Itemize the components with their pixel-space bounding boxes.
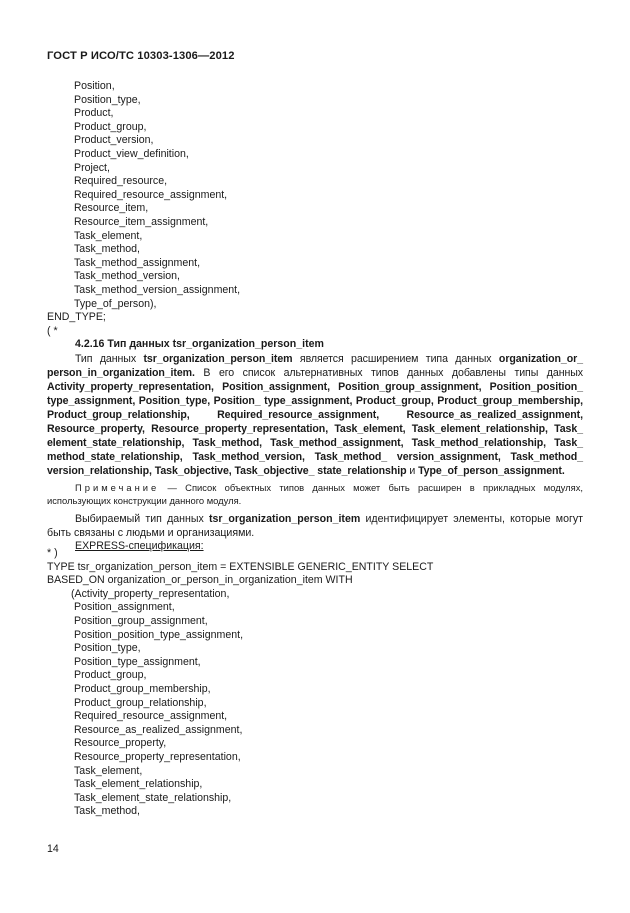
select-item: Resource_property_representation, xyxy=(74,750,241,763)
select-item: Task_method_version, xyxy=(74,270,180,283)
select-item: Position, xyxy=(74,80,115,92)
code-block-top xyxy=(47,80,587,338)
para2-bold-1: tsr_organization_person_item xyxy=(208,513,361,525)
select-item: Product, xyxy=(74,107,114,120)
select-item: Task_element, xyxy=(74,229,143,242)
select-item: Resource_item, xyxy=(74,202,149,215)
select-item: Position_type, xyxy=(74,93,141,106)
para1-text-4: и xyxy=(406,465,419,477)
comment-open: ( * xyxy=(47,324,58,337)
note-text: — Список объектных типов данных может быть расширен в прикладных модулях, использующих конструкции данного модуля. xyxy=(47,482,583,506)
para1-bold-2: organization_or_ person_in_organization_item. xyxy=(47,353,583,379)
section-paragraph-2 xyxy=(47,512,583,540)
select-item-list xyxy=(47,80,587,311)
select-item: Position_assignment, xyxy=(74,601,175,614)
select-item: Position_type_assignment, xyxy=(74,655,201,668)
select-item-list-bottom xyxy=(47,601,587,819)
select-item: Product_version, xyxy=(74,134,154,147)
select-item: Product_group_membership, xyxy=(74,682,211,695)
based-on-line: BASED_ON organization_or_person_in_organization_item WITH xyxy=(47,574,353,587)
section-paragraph-1 xyxy=(47,352,583,478)
code-block-bottom xyxy=(47,547,587,819)
select-item: Resource_property, xyxy=(74,737,167,750)
para1-bold-3: Activity_property_representation, Position_assignment, Position_group_assignment, Position_position_ type_assignment, Position_type, Position_ type_assignment, Product_group, Product_group_membership, Product_group_relationship, Required_resource_assignment, Resource_as_realized_assignment, Resource_property, Resource_property_representation, Task_element, Task_element_relationship, Task_ element_state_relationship, Task_method, Task_method_assignment, Task_method_relationship, Task_ method_state_relationship, Task_method_version, Task_method_ version_assignment, Task_method_ version_relationship, Task_objective, Task_objective_ state_relationship xyxy=(47,381,583,477)
express-spec-label: EXPRESS-спецификация: xyxy=(75,540,204,552)
comment-close: * ) xyxy=(47,547,58,559)
select-item: Position_group_assignment, xyxy=(74,614,208,627)
section-heading: 4.2.16 Тип данных tsr_organization_person_item xyxy=(75,338,324,350)
select-item: Task_method_version_assignment, xyxy=(74,283,241,296)
note-paragraph xyxy=(47,481,583,507)
select-item: Required_resource, xyxy=(74,175,168,188)
page-number: 14 xyxy=(47,843,59,855)
select-item: Task_method, xyxy=(74,243,140,256)
select-item: Resource_as_realized_assignment, xyxy=(74,723,243,736)
select-item: Product_view_definition, xyxy=(74,147,189,160)
first-select-item: (Activity_property_representation, xyxy=(71,587,230,600)
para2-text-2: идентифицирует элементы, которые могут быть связаны с людьми и организациями. xyxy=(47,513,583,539)
select-item: Required_resource_assignment, xyxy=(74,710,228,723)
end-type-line: END_TYPE; xyxy=(47,311,106,324)
select-item: Product_group, xyxy=(74,120,147,133)
para1-text-2: является расширением типа данных xyxy=(292,353,499,365)
select-item: Task_element, xyxy=(74,764,143,777)
select-item: Position_type, xyxy=(74,642,141,655)
para1-text-1: Тип данных xyxy=(75,353,144,365)
select-item: Product_group_relationship, xyxy=(74,696,207,709)
select-item: Product_group, xyxy=(74,669,147,682)
para1-text-3: В его список альтернативных типов данных добавлены типы данных xyxy=(194,367,583,379)
select-item: Resource_item_assignment, xyxy=(74,215,209,228)
select-item: Task_method_assignment, xyxy=(74,256,201,269)
select-item: Task_element_relationship, xyxy=(74,778,203,791)
select-item: Position_position_type_assignment, xyxy=(74,628,244,641)
note-label: Примечание xyxy=(75,482,160,493)
select-item: Type_of_person), xyxy=(74,297,157,310)
select-item: Task_element_state_relationship, xyxy=(74,791,232,804)
para1-bold-1: tsr_organization_person_item xyxy=(143,353,293,365)
type-declaration-line: TYPE tsr_organization_person_item = EXTENSIBLE GENERIC_ENTITY SELECT xyxy=(47,560,434,573)
select-item: Project, xyxy=(74,161,110,174)
select-item: Required_resource_assignment, xyxy=(74,188,228,201)
document-header: ГОСТ Р ИСО/ТС 10303-1306—2012 xyxy=(47,50,235,62)
select-item: Task_method, xyxy=(74,805,140,818)
para2-text-1: Выбираемый тип данных xyxy=(75,513,209,525)
para1-bold-4: Type_of_person_assignment. xyxy=(418,465,565,477)
section-body xyxy=(47,338,583,554)
